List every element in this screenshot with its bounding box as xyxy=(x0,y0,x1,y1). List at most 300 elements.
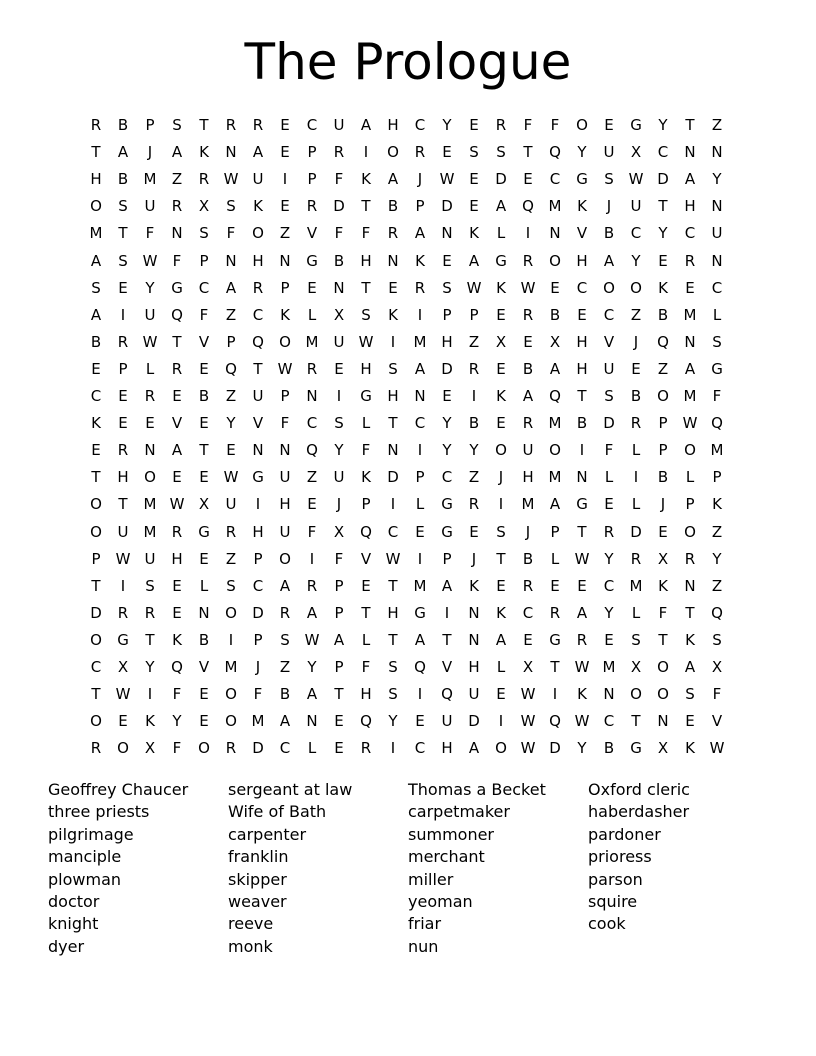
grid-letter: R xyxy=(225,739,237,758)
grid-letter: M xyxy=(89,224,103,243)
grid-letter: X xyxy=(198,495,210,514)
word-item: parson xyxy=(588,869,643,889)
grid-letter: M xyxy=(683,305,697,324)
grid-letter: M xyxy=(413,332,427,351)
grid-letter: S xyxy=(226,576,236,595)
grid-letter: A xyxy=(414,630,426,649)
grid-letter: K xyxy=(496,387,506,405)
grid-letter: Z xyxy=(468,468,480,487)
word-item: pardoner xyxy=(588,824,661,844)
grid-row xyxy=(84,302,744,329)
grid-letter: B xyxy=(657,305,669,324)
word-item: friar xyxy=(408,914,442,934)
word-item: miller xyxy=(408,869,454,889)
grid-letter: C xyxy=(549,170,561,189)
grid-letter: C xyxy=(90,387,102,405)
grid-letter: E xyxy=(658,251,668,270)
grid-letter: Z xyxy=(225,549,237,568)
grid-letter: P xyxy=(334,603,344,622)
grid-letter: H xyxy=(576,359,588,378)
grid-letter: D xyxy=(495,170,507,189)
grid-letter: E xyxy=(523,170,533,189)
grid-letter: E xyxy=(91,441,101,460)
grid-letter: F xyxy=(172,685,182,704)
word-item: Oxford cleric xyxy=(588,780,690,799)
grid-letter: M xyxy=(548,414,562,433)
grid-letter: E xyxy=(334,359,344,378)
grid-letter: G xyxy=(306,251,318,270)
grid-letter: R xyxy=(522,251,534,270)
word-item: squire xyxy=(588,892,638,912)
grid-letter: V xyxy=(711,712,723,731)
grid-letter: L xyxy=(199,576,209,595)
grid-letter: G xyxy=(198,522,210,541)
grid-letter: L xyxy=(496,224,506,243)
grid-letter: S xyxy=(685,685,695,704)
grid-letter: E xyxy=(118,387,128,405)
grid-letter: N xyxy=(279,441,291,460)
grid-letter: O xyxy=(630,278,642,297)
grid-letter: F xyxy=(361,441,371,460)
grid-letter: A xyxy=(684,658,696,676)
grid-letter: J xyxy=(498,468,504,487)
grid-letter: Q xyxy=(252,332,264,351)
grid-letter: M xyxy=(224,658,238,676)
grid-letter: S xyxy=(604,387,614,405)
grid-letter: R xyxy=(603,522,615,541)
word-item: monk xyxy=(228,936,273,956)
grid-letter: R xyxy=(198,170,210,189)
grid-letter: M xyxy=(602,658,616,676)
grid-letter: B xyxy=(630,387,642,405)
grid-letter: F xyxy=(658,603,668,622)
grid-letter: U xyxy=(468,685,480,704)
grid-letter: U xyxy=(711,224,723,243)
grid-letter: N xyxy=(684,332,696,351)
grid-letter: T xyxy=(550,658,560,676)
grid-letter: N xyxy=(198,603,210,622)
grid-letter: C xyxy=(711,278,723,297)
grid-letter: T xyxy=(685,116,695,134)
grid-letter: L xyxy=(631,495,641,514)
grid-letter: P xyxy=(226,332,236,351)
grid-letter: E xyxy=(469,116,479,134)
grid-letter: W xyxy=(466,278,482,297)
grid-letter: R xyxy=(414,143,426,162)
grid-letter: H xyxy=(252,251,264,270)
grid-letter: E xyxy=(172,576,182,595)
grid-letter: E xyxy=(496,359,506,378)
grid-letter: O xyxy=(657,387,669,405)
grid-letter: J xyxy=(606,197,612,216)
grid-letter: M xyxy=(143,495,157,514)
grid-letter: Z xyxy=(279,224,291,243)
grid-letter: I xyxy=(147,685,153,704)
grid-letter: T xyxy=(172,332,182,351)
grid-letter: A xyxy=(306,603,318,622)
grid-letter: A xyxy=(522,387,534,405)
grid-letter: F xyxy=(523,116,533,134)
grid-letter: W xyxy=(520,712,536,731)
grid-letter: H xyxy=(576,251,588,270)
grid-letter: T xyxy=(334,685,344,704)
grid-letter: G xyxy=(117,630,129,649)
grid-letter: E xyxy=(496,576,506,595)
grid-letter: S xyxy=(172,116,182,134)
grid-letter: E xyxy=(523,630,533,649)
grid-letter: J xyxy=(336,495,342,514)
grid-letter: B xyxy=(603,739,615,758)
grid-letter: R xyxy=(171,522,183,541)
grid-letter: W xyxy=(574,549,590,568)
grid-letter: A xyxy=(279,712,291,731)
grid-letter: U xyxy=(144,305,156,324)
grid-letter: C xyxy=(306,116,318,134)
grid-letter: V xyxy=(360,549,372,568)
grid-letter: F xyxy=(199,305,209,324)
grid-row xyxy=(84,383,744,410)
grid-letter: H xyxy=(387,116,399,134)
grid-letter: V xyxy=(252,414,264,433)
grid-letter: N xyxy=(333,278,345,297)
grid-letter: G xyxy=(441,495,453,514)
grid-letter: S xyxy=(388,685,398,704)
grid-letter: D xyxy=(387,468,399,487)
grid-letter: D xyxy=(252,739,264,758)
grid-letter: N xyxy=(306,387,318,405)
grid-letter: E xyxy=(280,116,290,134)
grid-row xyxy=(84,735,744,762)
grid-letter: P xyxy=(307,143,317,162)
grid-letter: S xyxy=(712,630,722,649)
grid-letter: Y xyxy=(442,441,452,460)
grid-letter: N xyxy=(306,712,318,731)
grid-letter: R xyxy=(117,603,129,622)
grid-letter: I xyxy=(498,712,504,731)
grid-letter: O xyxy=(252,224,264,243)
grid-letter: O xyxy=(198,739,210,758)
grid-letter: E xyxy=(172,387,182,405)
grid-letter: C xyxy=(414,414,426,433)
grid-letter: P xyxy=(361,495,371,514)
grid-letter: I xyxy=(390,332,396,351)
grid-letter: R xyxy=(630,414,642,433)
grid-letter: D xyxy=(441,197,453,216)
grid-letter: A xyxy=(414,224,426,243)
grid-letter: K xyxy=(658,278,668,297)
grid-letter: T xyxy=(388,414,398,433)
grid-letter: Q xyxy=(441,685,453,704)
grid-letter: Z xyxy=(468,332,480,351)
grid-letter: O xyxy=(225,603,237,622)
grid-letter: Y xyxy=(172,712,182,731)
grid-letter: E xyxy=(307,278,317,297)
grid-letter: Q xyxy=(657,332,669,351)
grid-letter: E xyxy=(280,197,290,216)
grid-letter: O xyxy=(90,197,102,216)
grid-letter: K xyxy=(388,305,398,324)
grid-letter: X xyxy=(333,522,345,541)
grid-letter: E xyxy=(469,522,479,541)
grid-row xyxy=(84,654,744,681)
grid-row xyxy=(84,437,744,464)
grid-letter: P xyxy=(280,387,290,405)
grid-letter: P xyxy=(334,658,344,676)
grid-letter: E xyxy=(118,414,128,433)
grid-letter: G xyxy=(576,495,588,514)
grid-letter: Z xyxy=(630,305,642,324)
grid-letter: E xyxy=(361,576,371,595)
grid-letter: I xyxy=(228,630,234,649)
grid-letter: H xyxy=(684,197,696,216)
grid-letter: A xyxy=(549,359,561,378)
grid-letter: O xyxy=(279,332,291,351)
grid-letter: V xyxy=(441,658,453,676)
grid-letter: W xyxy=(223,170,239,189)
grid-letter: E xyxy=(415,522,425,541)
word-item: carpetmaker xyxy=(408,802,510,822)
grid-letter: W xyxy=(520,739,536,758)
grid-letter: T xyxy=(361,197,371,216)
grid-letter: K xyxy=(91,414,101,433)
word-item: nun xyxy=(408,936,439,956)
grid-letter: A xyxy=(387,170,399,189)
grid-letter: O xyxy=(576,116,588,134)
grid-letter: T xyxy=(199,441,209,460)
grid-letter: Y xyxy=(334,441,344,460)
grid-letter: T xyxy=(523,143,533,162)
grid-letter: X xyxy=(522,658,534,676)
grid-letter: M xyxy=(521,495,535,514)
grid-letter: K xyxy=(712,495,722,514)
grid-letter: N xyxy=(387,441,399,460)
grid-letter: C xyxy=(387,522,399,541)
grid-letter: K xyxy=(469,576,479,595)
grid-letter: U xyxy=(333,116,345,134)
grid-letter: S xyxy=(712,332,722,351)
grid-letter: Y xyxy=(712,170,722,189)
grid-letter: O xyxy=(117,739,129,758)
grid-letter: Y xyxy=(388,712,398,731)
grid-letter: V xyxy=(171,414,183,433)
grid-letter: P xyxy=(550,522,560,541)
grid-letter: U xyxy=(333,468,345,487)
grid-letter: E xyxy=(415,712,425,731)
grid-letter: O xyxy=(495,441,507,460)
grid-row xyxy=(84,139,744,166)
grid-letter: S xyxy=(118,251,128,270)
grid-letter: G xyxy=(630,116,642,134)
grid-letter: A xyxy=(225,278,237,297)
grid-letter: F xyxy=(334,549,344,568)
grid-letter: H xyxy=(441,332,453,351)
grid-letter: C xyxy=(306,414,318,433)
grid-letter: I xyxy=(120,305,126,324)
grid-letter: N xyxy=(414,387,426,405)
grid-letter: F xyxy=(172,251,182,270)
grid-letter: F xyxy=(550,116,560,134)
grid-letter: Z xyxy=(279,658,291,676)
grid-letter: U xyxy=(252,387,264,405)
grid-letter: B xyxy=(279,685,291,704)
grid-letter: E xyxy=(334,712,344,731)
grid-letter: G xyxy=(252,468,264,487)
grid-letter: K xyxy=(199,143,209,162)
grid-letter: L xyxy=(307,305,317,324)
grid-letter: C xyxy=(90,658,102,676)
grid-letter: Z xyxy=(225,387,237,405)
grid-letter: N xyxy=(468,603,480,622)
grid-letter: X xyxy=(198,197,210,216)
grid-letter: Q xyxy=(414,658,426,676)
grid-letter: B xyxy=(333,251,345,270)
grid-letter: A xyxy=(495,630,507,649)
grid-letter: E xyxy=(172,468,182,487)
grid-row xyxy=(84,410,744,437)
grid-letter: C xyxy=(603,305,615,324)
word-item: franklin xyxy=(228,847,289,867)
grid-letter: C xyxy=(198,278,210,297)
grid-letter: A xyxy=(90,305,102,324)
grid-letter: F xyxy=(361,224,371,243)
grid-letter: E xyxy=(550,278,560,297)
grid-letter: L xyxy=(685,468,695,487)
grid-letter: V xyxy=(198,658,210,676)
grid-letter: M xyxy=(710,441,724,460)
grid-letter: W xyxy=(115,685,131,704)
grid-letter: W xyxy=(223,468,239,487)
grid-letter: A xyxy=(468,251,480,270)
grid-letter: W xyxy=(304,630,320,649)
grid-letter: O xyxy=(549,441,561,460)
grid-letter: E xyxy=(577,305,587,324)
grid-letter: X xyxy=(657,549,669,568)
grid-letter: N xyxy=(657,712,669,731)
word-item: summoner xyxy=(408,824,494,844)
word-item: manciple xyxy=(48,847,122,867)
grid-letter: A xyxy=(468,739,480,758)
grid-letter: N xyxy=(711,251,723,270)
grid-letter: I xyxy=(282,170,288,189)
grid-letter: G xyxy=(495,251,507,270)
grid-letter: P xyxy=(145,116,155,134)
grid-letter: O xyxy=(549,251,561,270)
grid-letter: W xyxy=(574,658,590,676)
grid-letter: A xyxy=(684,170,696,189)
grid-letter: N xyxy=(144,441,156,460)
grid-letter: R xyxy=(522,576,534,595)
grid-letter: H xyxy=(387,603,399,622)
grid-letter: R xyxy=(90,116,102,134)
grid-letter: Y xyxy=(442,116,452,134)
grid-letter: P xyxy=(118,359,128,378)
grid-letter: K xyxy=(361,170,371,189)
grid-letter: Y xyxy=(712,549,722,568)
grid-letter: B xyxy=(603,224,615,243)
grid-letter: A xyxy=(441,576,453,595)
grid-letter: S xyxy=(604,170,614,189)
grid-letter: K xyxy=(172,630,182,649)
grid-letter: N xyxy=(387,251,399,270)
grid-letter: W xyxy=(574,712,590,731)
grid-row xyxy=(84,356,744,383)
grid-letter: N xyxy=(684,576,696,595)
grid-row xyxy=(84,681,744,708)
grid-letter: B xyxy=(198,387,210,405)
grid-letter: N xyxy=(279,251,291,270)
grid-letter: S xyxy=(388,359,398,378)
grid-letter: O xyxy=(603,278,615,297)
grid-letter: P xyxy=(253,549,263,568)
grid-letter: D xyxy=(549,739,561,758)
grid-letter: T xyxy=(145,630,155,649)
grid-letter: E xyxy=(388,278,398,297)
grid-letter: Y xyxy=(442,414,452,433)
grid-letter: R xyxy=(630,549,642,568)
grid-letter: Z xyxy=(225,305,237,324)
grid-letter: F xyxy=(307,522,317,541)
word-item: skipper xyxy=(228,869,287,889)
grid-letter: O xyxy=(495,739,507,758)
grid-letter: Q xyxy=(171,305,183,324)
grid-letter: R xyxy=(333,143,345,162)
word-item: haberdasher xyxy=(588,802,690,822)
grid-letter: H xyxy=(117,468,129,487)
grid-row xyxy=(84,600,744,627)
word-column xyxy=(588,779,763,936)
grid-letter: M xyxy=(143,522,157,541)
grid-letter: M xyxy=(143,170,157,189)
grid-letter: W xyxy=(115,549,131,568)
grid-letter: C xyxy=(279,739,291,758)
grid-letter: O xyxy=(225,712,237,731)
grid-letter: R xyxy=(279,603,291,622)
grid-letter: H xyxy=(90,170,102,189)
grid-letter: R xyxy=(522,305,534,324)
grid-letter: R xyxy=(684,251,696,270)
grid-letter: U xyxy=(144,197,156,216)
grid-letter: I xyxy=(552,685,558,704)
grid-letter: Y xyxy=(145,658,155,676)
grid-letter: N xyxy=(684,143,696,162)
grid-letter: C xyxy=(414,116,426,134)
grid-letter: I xyxy=(255,495,261,514)
grid-letter: S xyxy=(118,197,128,216)
grid-letter: U xyxy=(603,359,615,378)
grid-letter: T xyxy=(496,549,506,568)
grid-letter: I xyxy=(309,549,315,568)
grid-letter: I xyxy=(417,549,423,568)
grid-letter: K xyxy=(685,739,695,758)
grid-letter: L xyxy=(604,468,614,487)
grid-letter: M xyxy=(548,468,562,487)
grid-letter: R xyxy=(117,441,129,460)
grid-letter: Z xyxy=(711,522,723,541)
grid-letter: D xyxy=(468,712,480,731)
grid-letter: P xyxy=(91,549,101,568)
grid-letter: R xyxy=(171,359,183,378)
grid-letter: Q xyxy=(711,414,723,433)
grid-letter: C xyxy=(414,739,426,758)
grid-letter: G xyxy=(576,170,588,189)
grid-letter: C xyxy=(576,278,588,297)
grid-letter: R xyxy=(387,224,399,243)
grid-letter: R xyxy=(225,116,237,134)
grid-letter: R xyxy=(468,359,480,378)
grid-letter: P xyxy=(280,278,290,297)
grid-letter: M xyxy=(683,387,697,405)
grid-letter: E xyxy=(118,278,128,297)
